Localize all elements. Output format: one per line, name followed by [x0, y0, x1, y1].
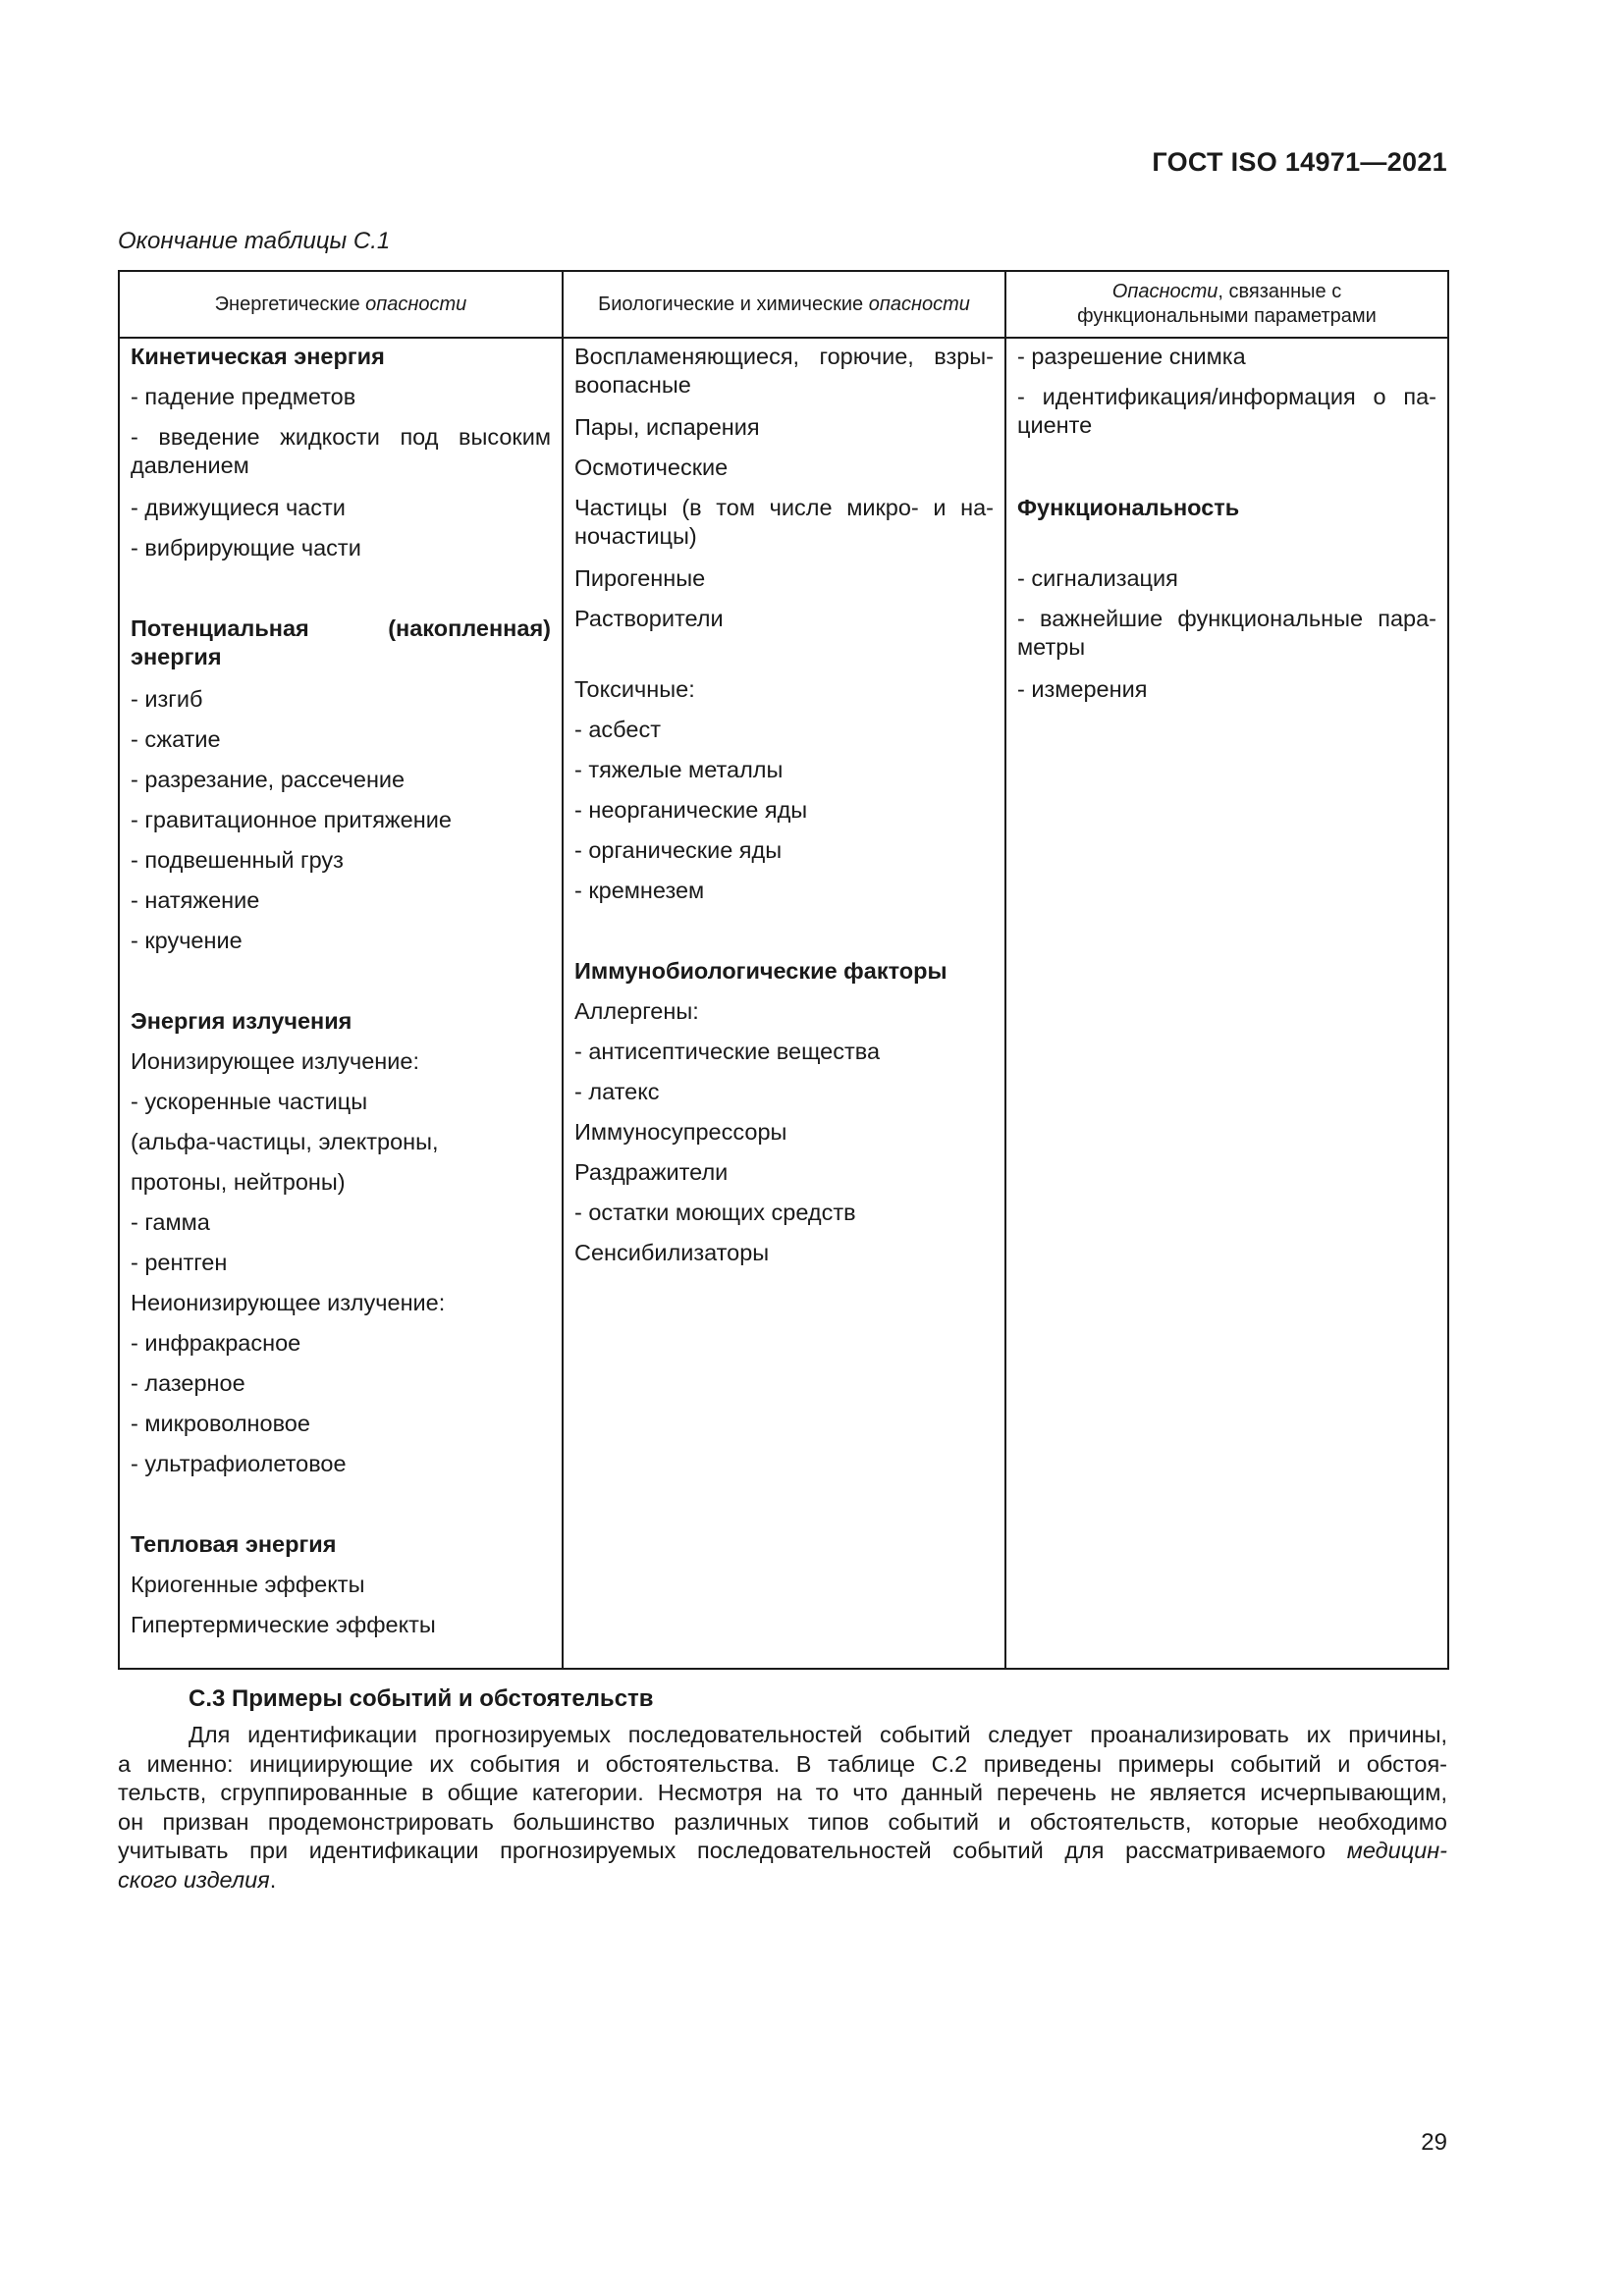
list-item: - микроволновое	[131, 1411, 310, 1436]
paragraph-line: ского изделия.	[118, 1866, 277, 1893]
list-item: Растворители	[574, 606, 724, 631]
page-number: 29	[1421, 2129, 1447, 2156]
list-item: Токсичные:	[574, 676, 695, 702]
table-caption: Окончание таблицы С.1	[118, 228, 391, 254]
list-item: - сжатие	[131, 726, 221, 752]
list-item: - сигнализация	[1017, 565, 1178, 591]
list-item: Пары, испарения	[574, 414, 760, 440]
list-item: - идентификация/информация о па- циенте	[1017, 384, 1436, 438]
list-item: - лазерное	[131, 1370, 245, 1396]
list-item: Иммуносупрессоры	[574, 1119, 787, 1145]
list-item: - кручение	[131, 928, 243, 953]
list-item: Потенциальная (накопленная) энергия	[131, 615, 551, 669]
list-item: - измерения	[1017, 676, 1148, 702]
list-item: протоны, нейтроны)	[131, 1169, 346, 1195]
list-item: Воспламеняющиеся, горючие, взры- воопасные	[574, 344, 994, 398]
list-item: - антисептические вещества	[574, 1039, 881, 1064]
section-heading: С.3 Примеры событий и обстоятельств	[189, 1685, 654, 1712]
list-item: - введение жидкости под высоким давлением	[131, 424, 551, 478]
list-item: - подвешенный груз	[131, 847, 344, 873]
list-item: - инфракрасное	[131, 1330, 301, 1356]
list-item: Иммунобиологические факторы	[574, 958, 947, 984]
list-item: - изгиб	[131, 686, 203, 712]
list-item: - гамма	[131, 1209, 210, 1235]
column-functional-hazards	[1005, 338, 1448, 1669]
list-item: Гипертермические эффекты	[131, 1612, 436, 1637]
list-item: Аллергены:	[574, 998, 699, 1024]
list-item: - вибрирующие части	[131, 535, 361, 561]
header-bio-chem-hazards: Биологические и химические опасности	[563, 271, 1005, 338]
list-item: - латекс	[574, 1079, 660, 1104]
list-item: - органические яды	[574, 837, 783, 863]
list-item: - падение предметов	[131, 384, 356, 409]
section-paragraph	[118, 1721, 1447, 1895]
list-item: Пирогенные	[574, 565, 706, 591]
header-functional-hazards: Опасности, связанные с функциональными параметрами	[1005, 271, 1448, 338]
list-item: Сенсибилизаторы	[574, 1240, 770, 1265]
list-item: Частицы (в том числе микро- и на- ночастицы)	[574, 495, 994, 549]
column-bio-chem-hazards	[563, 338, 1005, 1669]
list-item	[131, 1490, 551, 1530]
list-item: Кинетическая энергия	[131, 344, 385, 369]
list-item: - рентген	[131, 1250, 228, 1275]
list-item: (альфа-частицы, электроны,	[131, 1129, 439, 1154]
list-item: - ускоренные частицы	[131, 1089, 368, 1114]
list-item: Тепловая энергия	[131, 1531, 337, 1557]
table-header-row	[119, 271, 1448, 338]
list-item: - ультрафиолетовое	[131, 1451, 347, 1476]
list-item: Энергия излучения	[131, 1008, 352, 1034]
table-body-row	[119, 338, 1448, 1669]
list-item: Осмотические	[574, 454, 729, 480]
list-item: Функциональность	[1017, 495, 1240, 520]
list-item: Криогенные эффекты	[131, 1572, 365, 1597]
hazards-table	[118, 270, 1449, 1670]
list-item: - движущиеся части	[131, 495, 346, 520]
paragraph-line: он призван продемонстрировать большинство различных типов событий и обстоятельств, которые необходимо	[118, 1808, 1447, 1835]
list-item: - натяжение	[131, 887, 260, 913]
paragraph-line: а именно: инициирующие их события и обстоятельства. В таблице С.2 приведены примеры событий и обстоя-	[118, 1750, 1447, 1777]
header-energy-hazards: Энергетические опасности	[119, 271, 563, 338]
paragraph-line: учитывать при идентификации прогнозируемых последовательностей событий для рассматриваемого медицин-	[118, 1838, 1447, 1863]
list-item	[131, 574, 551, 614]
list-item: - кремнезем	[574, 878, 705, 903]
list-item: - разрезание, рассечение	[131, 767, 406, 792]
list-item: Неионизирующее излучение:	[131, 1290, 446, 1315]
list-item: - тяжелые металлы	[574, 757, 784, 782]
list-item: - асбест	[574, 717, 661, 742]
list-item: Раздражители	[574, 1159, 729, 1185]
column-energy-hazards	[119, 338, 563, 1669]
paragraph-line: Для идентификации прогнозируемых последовательностей событий следует проанализировать их причины,	[189, 1722, 1447, 1747]
list-item: - остатки моющих средств	[574, 1200, 856, 1225]
document-code: ГОСТ ISO 14971—2021	[1152, 147, 1447, 177]
paragraph-line: тельств, сгруппированные в общие категории. Несмотря на то что данный перечень не является исчерпывающим,	[118, 1780, 1447, 1805]
list-item: Ионизирующее излучение:	[131, 1048, 420, 1074]
list-item: - гравитационное притяжение	[131, 807, 452, 832]
list-item: - разрешение снимка	[1017, 344, 1246, 369]
list-item	[131, 967, 551, 1007]
list-item: - важнейшие функциональные пара- метры	[1017, 606, 1436, 660]
list-item: - неорганические яды	[574, 797, 808, 823]
